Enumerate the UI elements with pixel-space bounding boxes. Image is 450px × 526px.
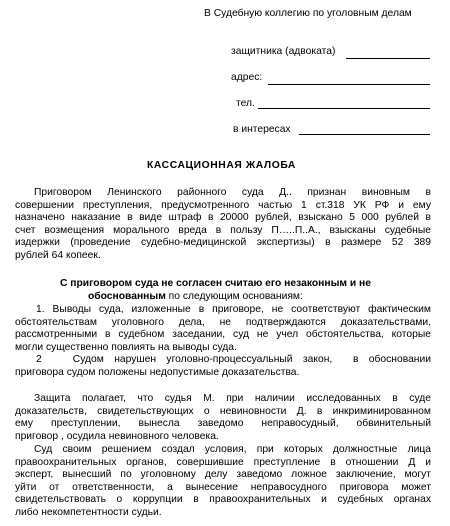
disagreement-statement — [15, 278, 431, 303]
text-line: приговора судом положены недопустимые доказательства. — [15, 366, 300, 378]
text-line: Суд своим решением создал условия, при которых должностные лица — [34, 444, 431, 455]
phone-label: тел. — [236, 98, 255, 109]
address-label: адрес: — [231, 72, 263, 83]
text-line: 2 Судом нарушен уголовно-процессуальный закон, в обосновании — [36, 354, 431, 365]
text-line: эксперт, вынесший по уголовному делу заведомо ложное заключение, могут — [15, 469, 431, 480]
intro-paragraph — [15, 187, 431, 262]
address-blank-line — [268, 84, 430, 85]
defender-blank-line — [346, 58, 430, 59]
disagreement-subline — [15, 291, 431, 304]
grounds-paragraph — [15, 304, 431, 379]
text-line: свидетельствовать о коррупции в правоохранительных и судебных органах — [15, 494, 431, 505]
text-line: могли существенно повлиять на выводы суда. — [15, 341, 237, 353]
text-line: совершении преступления, предусмотренного частью 1 ст.318 УК РФ и ему — [15, 199, 431, 211]
text-line: рассмотренными в судебном заседании, суд не учел обстоятельства, которые — [15, 329, 431, 340]
text-line: правоохранительных органов, совершившие преступление в отношении Д и — [15, 456, 431, 468]
conditions-paragraph — [15, 444, 431, 519]
text-line: уйти от ответственности, а вынесение неправосудного приговора может — [15, 481, 431, 493]
text-line: Приговором Ленинского районного суда Д.. признан виновным в — [34, 187, 431, 198]
interests-blank-line — [299, 134, 430, 135]
text-line: либо некомпетентности судьи. — [15, 506, 162, 518]
disagreement-heading: С приговором суда не согласен считаю его незаконным и не — [60, 278, 371, 289]
text-line: рублей 64 копеек. — [15, 249, 101, 261]
disagreement-rest: по следующим основаниям: — [165, 290, 303, 302]
text-line: ему преступлении, вынесла заведомо неправосудный, обвинительный — [15, 418, 431, 429]
text-line: 1. Выводы суда, изложенные в приговоре, не соответствуют фактическим — [36, 304, 431, 315]
disagreement-bold-word: обоснованным — [88, 290, 166, 302]
text-line: назначено наказание в виде штраф в 20000 рублей, взыскано 5 000 рублей в — [15, 212, 431, 223]
interests-label: в интересах — [233, 124, 291, 135]
text-line: доказательств, свидетельствующих о невиновности Д. в инкриминированном — [15, 405, 431, 417]
text-line: обстоятельствам уголовного дела, не подтверждаются доказательствами, — [15, 316, 431, 328]
defense-paragraph — [15, 393, 431, 443]
text-line: приговор , осудила невиновного человека. — [15, 430, 219, 442]
text-line: Защита полагает, что судья М. при наличии исследованных в суде — [34, 393, 431, 404]
defender-label: защитника (адвоката) — [231, 46, 336, 57]
text-line: издержки (проведение судебно-медицинской экспертизы) в размере 52 389 — [15, 237, 431, 248]
text-line: счет возмещения морального вреда в пользу П…..П..А., взысканы судебные — [15, 224, 431, 236]
court-addressee: В Судебную коллегию по уголовным делам — [204, 8, 412, 19]
phone-blank-line — [258, 108, 430, 109]
document-title: КАССАЦИОННАЯ ЖАЛОБА — [147, 160, 296, 171]
